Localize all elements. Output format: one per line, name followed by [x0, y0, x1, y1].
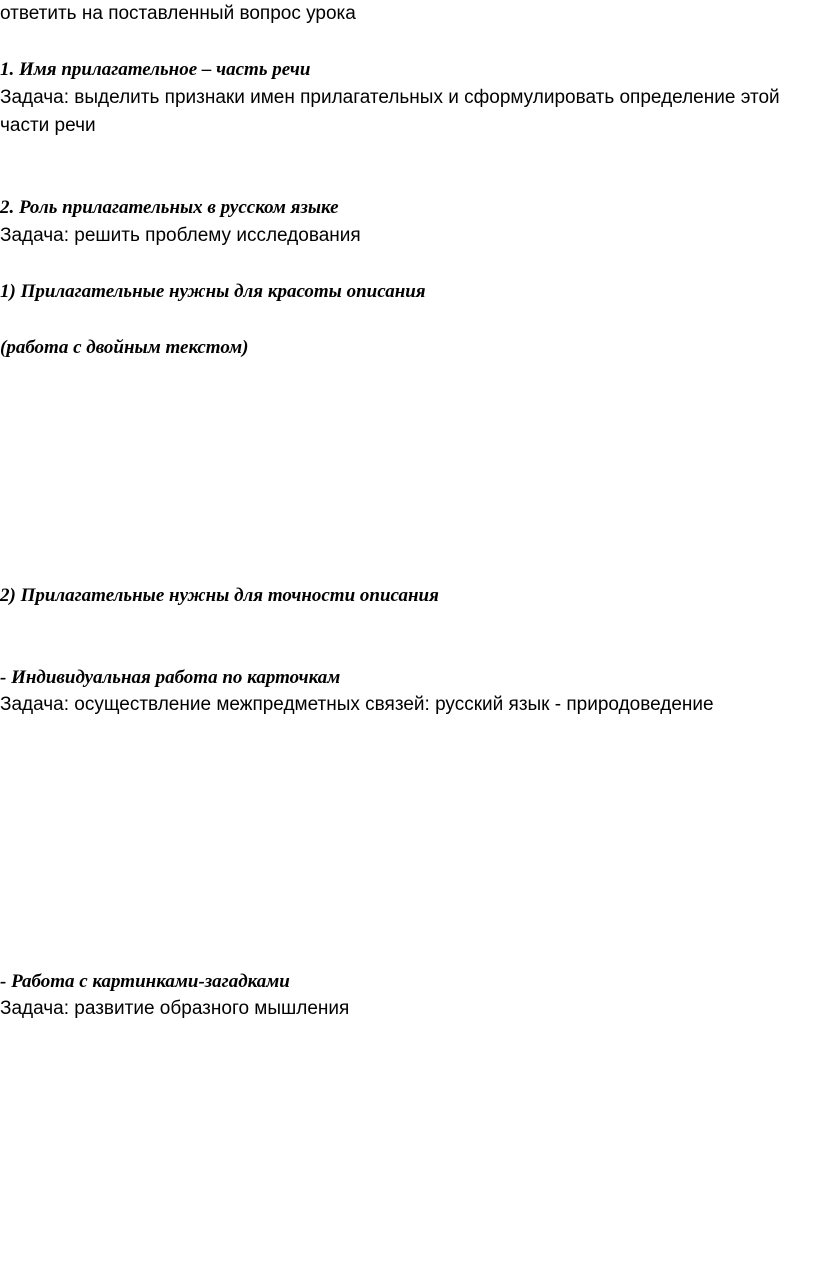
point2-heading: 2) Прилагательные нужны для точности описания [0, 585, 439, 606]
point1-heading: 1) Прилагательные нужны для красоты описания [0, 281, 426, 302]
section1-task-line2: части речи [0, 115, 96, 136]
point1-note: (работа с двойным текстом) [0, 337, 249, 358]
section1-heading: 1. Имя прилагательное – часть речи [0, 59, 311, 80]
individual-work-task: Задача: осуществление межпредметных связей: русский язык - природоведение [0, 694, 714, 715]
individual-work-heading: - Индивидуальная работа по карточкам [0, 667, 341, 688]
section2-heading: 2. Роль прилагательных в русском языке [0, 197, 339, 218]
section2-task: Задача: решить проблему исследования [0, 225, 361, 246]
intro-line: ответить на поставленный вопрос урока [0, 3, 356, 24]
picture-riddles-task: Задача: развитие образного мышления [0, 998, 350, 1019]
section1-task-line1: Задача: выделить признаки имен прилагательных и сформулировать определение этой [0, 87, 780, 108]
picture-riddles-heading: - Работа с картинками-загадками [0, 971, 290, 992]
